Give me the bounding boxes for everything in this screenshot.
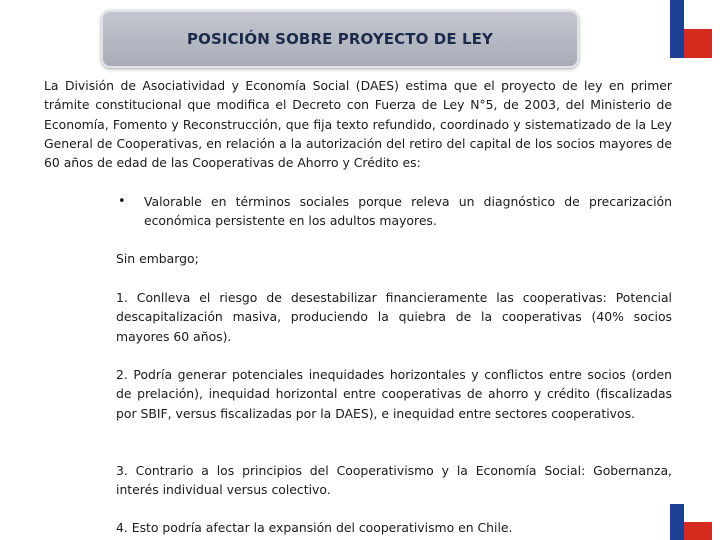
point-4: 4. Esto podría afectar la expansión del cooperativismo en Chile. xyxy=(116,520,513,535)
point-3: 3. Contrario a los principios del Cooperativismo y la Economía Social: Gobernanza, interés individual versus colectivo. xyxy=(116,463,672,498)
sin-embargo-text: Sin embargo; xyxy=(116,251,199,266)
point-1: 1. Conlleva el riesgo de desestabilizar financieramente las cooperativas: Potencial descapitalización masiva, produciendo la quiebra de la cooperativas (40% socios mayores 60 años). xyxy=(116,290,672,344)
page-title: POSICIÓN SOBRE PROYECTO DE LEY xyxy=(187,30,493,48)
flag-white-stripe xyxy=(684,504,712,522)
flag-blue-stripe xyxy=(670,0,684,58)
bullet-item: Valorable en términos sociales porque releva un diagnóstico de precarización económica persistente en los adultos mayores. xyxy=(144,194,672,229)
title-banner xyxy=(101,10,579,68)
point-2: 2. Podría generar potenciales inequidades horizontales y conflictos entre socios (orden de prelación), inequidad horizontal entre cooperativas de ahorro y crédito (fiscalizadas por SBIF, versus fiscalizadas por la DAES), e inequidad entre sectores cooperativos. xyxy=(116,367,672,421)
intro-paragraph: La División de Asociatividad y Economía Social (DAES) estima que el proyecto de ley en primer trámite constitucional que modifica el Decreto con Fuerza de Ley N°5, de 2003, del Ministerio de Economía, Fomento y Reconstrucción, que fija texto refundido, coordinado y sistematizado de la Ley General de Cooperativas, en relación a la autorización del retiro del capital de los socios mayores de 60 años de edad de las Cooperativas de Ahorro y Crédito es: xyxy=(44,78,672,171)
flag-red-stripe xyxy=(684,522,712,540)
flag-red-stripe xyxy=(684,29,712,58)
flag-blue-stripe xyxy=(670,504,684,540)
flag-decoration-top xyxy=(670,0,712,58)
bullet-marker: • xyxy=(118,194,126,209)
flag-decoration-bottom xyxy=(670,504,712,540)
flag-white-stripe xyxy=(684,0,712,29)
